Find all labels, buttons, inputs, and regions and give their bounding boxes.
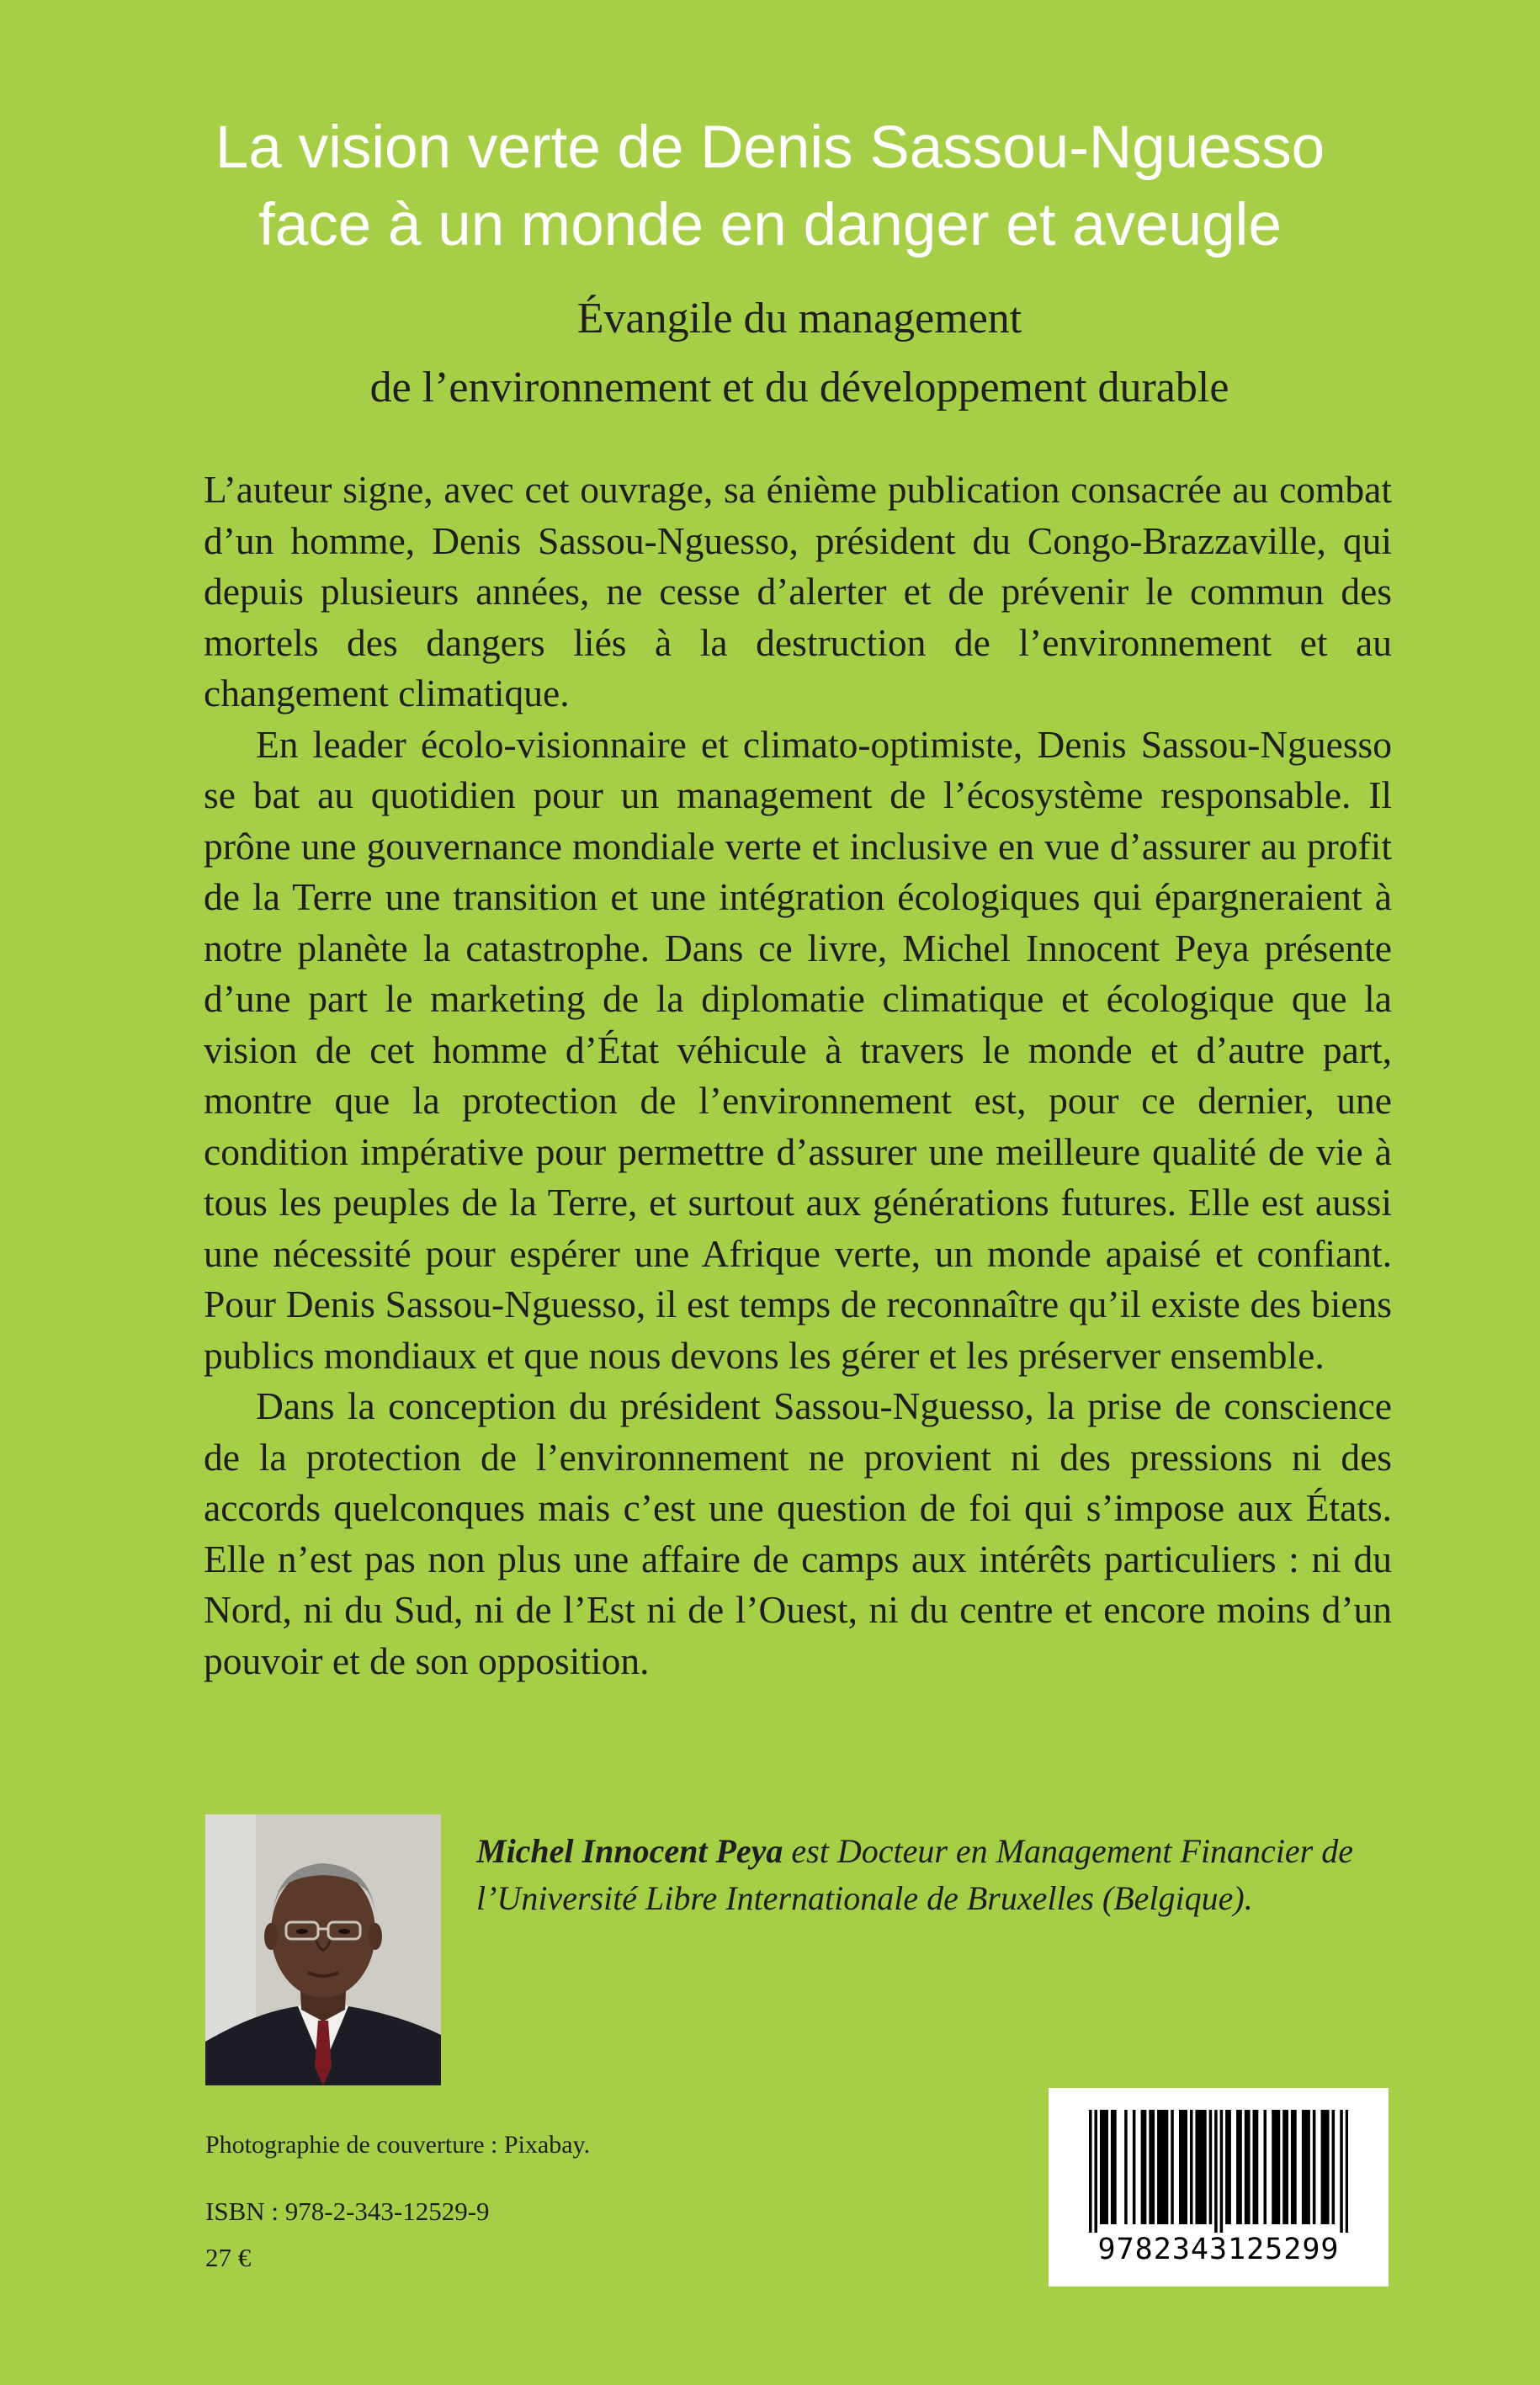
barcode-bar bbox=[1274, 2110, 1277, 2224]
author-bio-text: est Docteur en Management Financier de l’Université Libre Internationale de Bruxelles (Belgique). bbox=[476, 1832, 1353, 1917]
barcode-bar bbox=[1149, 2110, 1152, 2224]
barcode-bar bbox=[1285, 2110, 1288, 2224]
barcode-bar bbox=[1201, 2110, 1204, 2224]
barcode-bar bbox=[1124, 2110, 1128, 2224]
barcode-bar bbox=[1256, 2110, 1259, 2224]
barcode-bars bbox=[1089, 2110, 1348, 2233]
book-subtitle-line-2: de l’environnement et du développement durable bbox=[369, 364, 1229, 412]
book-title bbox=[0, 109, 1540, 264]
barcode-bar bbox=[1133, 2110, 1136, 2224]
barcode-bar bbox=[1094, 2110, 1097, 2233]
photo-credit: Photographie de couverture : Pixabay. bbox=[205, 2131, 591, 2159]
author-portrait-illustration bbox=[205, 1814, 441, 2085]
barcode-bar bbox=[1144, 2110, 1147, 2224]
barcode-bar bbox=[1141, 2110, 1144, 2224]
book-title-line-1: La vision verte de Denis Sassou-Nguesso bbox=[215, 114, 1325, 181]
barcode-bar bbox=[1179, 2110, 1182, 2224]
barcode-bar bbox=[1272, 2110, 1275, 2224]
barcode-bar bbox=[1220, 2110, 1224, 2233]
barcode-bar bbox=[1182, 2110, 1185, 2224]
barcode-bar bbox=[1307, 2110, 1310, 2224]
barcode-bar bbox=[1236, 2110, 1240, 2224]
book-subtitle-line-1: Évangile du management bbox=[576, 295, 1022, 343]
barcode-bar bbox=[1282, 2110, 1286, 2224]
barcode-bar bbox=[1195, 2110, 1198, 2224]
barcode-bar bbox=[1102, 2110, 1106, 2224]
barcode-bar bbox=[1184, 2110, 1187, 2224]
barcode-bar bbox=[1209, 2110, 1213, 2224]
barcode-bar bbox=[1326, 2110, 1330, 2224]
isbn: ISBN : 978-2-343-12529-9 bbox=[205, 2196, 490, 2226]
barcode-bar bbox=[1171, 2110, 1174, 2224]
blurb-paragraph-1: L’auteur signe, avec cet ouvrage, sa énième publication consacrée au combat d’un homme, Denis Sassou-Nguesso, président du Congo-Brazzaville, qui depuis plusieurs années, ne cesse d’alerter et de prévenir le commun des mortels des dangers liés à la destruction de l’environnement et au changement climatique. bbox=[204, 468, 1392, 714]
barcode-bar bbox=[1111, 2110, 1114, 2224]
barcode-bar bbox=[1214, 2110, 1218, 2233]
barcode bbox=[1049, 2088, 1389, 2287]
barcode-bar bbox=[1113, 2110, 1117, 2224]
barcode-bar bbox=[1190, 2110, 1193, 2224]
barcode-bar bbox=[1293, 2110, 1297, 2224]
author-name: Michel Innocent Peya bbox=[476, 1832, 783, 1870]
barcode-bar bbox=[1228, 2110, 1231, 2224]
price: 27 € bbox=[205, 2243, 252, 2272]
barcode-bar bbox=[1166, 2110, 1169, 2224]
barcode-number: 9782343125299 bbox=[1097, 2233, 1340, 2266]
barcode-bar bbox=[1302, 2110, 1305, 2224]
barcode-bar bbox=[1340, 2110, 1343, 2233]
barcode-bar bbox=[1324, 2110, 1327, 2224]
barcode-bar bbox=[1332, 2110, 1336, 2224]
barcode-bar bbox=[1203, 2110, 1207, 2224]
barcode-bar bbox=[1263, 2110, 1267, 2224]
author-photo bbox=[205, 1814, 441, 2085]
book-title-line-2: face à un monde en danger et aveugle bbox=[258, 192, 1282, 258]
barcode-bar bbox=[1160, 2110, 1163, 2224]
barcode-bar bbox=[1245, 2110, 1248, 2224]
barcode-bar bbox=[1100, 2110, 1103, 2224]
book-subtitle bbox=[0, 284, 1540, 422]
author-bio bbox=[476, 1828, 1452, 1922]
barcode-bar bbox=[1157, 2110, 1160, 2224]
barcode-bar bbox=[1163, 2110, 1166, 2224]
barcode-bar bbox=[1321, 2110, 1325, 2224]
barcode-bar bbox=[1247, 2110, 1251, 2224]
barcode-bar bbox=[1089, 2110, 1092, 2233]
barcode-bar bbox=[1291, 2110, 1294, 2224]
barcode-bar bbox=[1225, 2110, 1229, 2224]
barcode-bar bbox=[1304, 2110, 1308, 2224]
barcode-bar bbox=[1239, 2110, 1242, 2224]
barcode-bar bbox=[1313, 2110, 1316, 2224]
blurb-text bbox=[204, 465, 1392, 1686]
barcode-bar bbox=[1152, 2110, 1155, 2224]
blurb-paragraph-3: Dans la conception du président Sassou-Nguesso, la prise de conscience de la protection de l’environnement ne provient ni des pressions ni des accords quelconques mais c’est une question de foi qui s’impose aux États. Elle n’est pas non plus une affaire de camps aux intérêts particuliers : ni du Nord, ni du Sud, ni de l’Est ni de l’Ouest, ni du centre et encore moins d’un pouvoir et de son opposition. bbox=[204, 1384, 1392, 1682]
barcode-bar bbox=[1277, 2110, 1281, 2224]
barcode-bar bbox=[1346, 2110, 1348, 2233]
barcode-bar bbox=[1105, 2110, 1108, 2224]
barcode-bar bbox=[1198, 2110, 1202, 2224]
blurb-paragraph-2: En leader écolo-visionnaire et climato-optimiste, Denis Sassou-Nguesso se bat au quotidien pour un management de l’écosystème responsable. Il prône une gouvernance mondiale verte et inclusive en vue d’assurer au profit de la Terre une transition et une intégration écologiques qui épargneraient à notre planète la catastrophe. Dans ce livre, Michel Innocent Peya présente d’une part le marketing de la diplomatie climatique et écologique que la vision de cet homme d’État véhicule à travers le monde et d’autre part, montre que la protection de l’environnement est, pour ce dernier, une condition impérative pour permettre d’assurer une meilleure qualité de vie à tous les peuples de la Terre, et surtout aux générations futures. Elle est aussi une nécessité pour espérer une Afrique verte, un monde apaisé et confiant. Pour Denis Sassou-Nguesso, il est temps de reconnaître qu’il existe des biens publics mondiaux et que nous devons les gérer et les préserver ensemble. bbox=[204, 722, 1392, 1377]
barcode-bar bbox=[1253, 2110, 1256, 2224]
